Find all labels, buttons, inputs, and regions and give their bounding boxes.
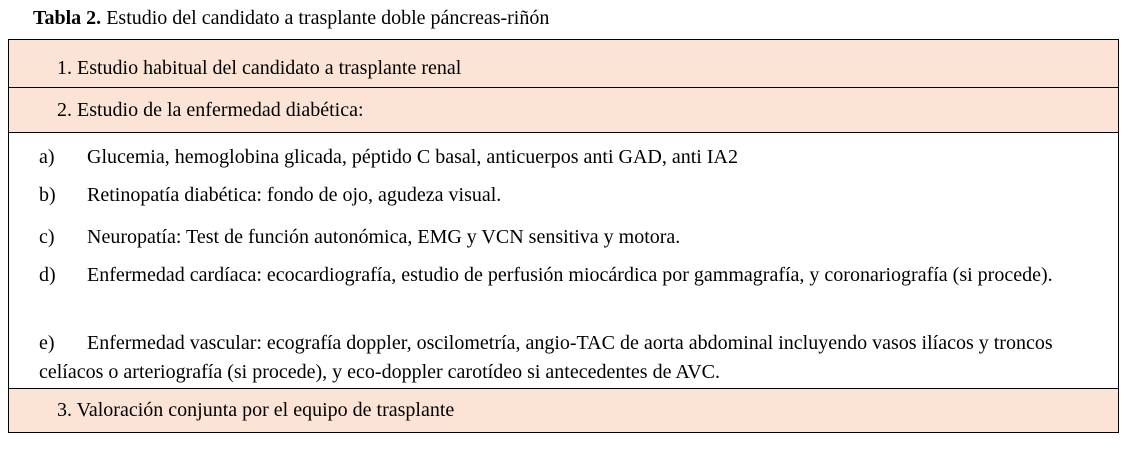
list-item-marker: d) bbox=[39, 264, 56, 286]
diabetic-study-list bbox=[9, 133, 1118, 389]
row-1-text: 1. Estudio habitual del candidato a trasplante renal bbox=[57, 57, 462, 79]
list-item bbox=[39, 329, 1118, 389]
list-item-marker: e) bbox=[39, 332, 55, 354]
list-item-text: Retinopatía diabética: fondo de ojo, agudeza visual. bbox=[87, 184, 502, 206]
list-item-text: Neuropatía: Test de función autonómica, EMG y VCN sensitiva y motora. bbox=[87, 226, 681, 248]
list-item-marker: a) bbox=[39, 146, 55, 168]
list-item-marker: b) bbox=[39, 184, 56, 206]
caption-title: Estudio del candidato a trasplante doble páncreas-riñón bbox=[106, 7, 550, 29]
list-item bbox=[39, 223, 1118, 261]
caption-label: Tabla 2. bbox=[33, 7, 102, 29]
table-row-1 bbox=[9, 40, 1118, 88]
study-table bbox=[8, 39, 1119, 433]
list-item-marker: c) bbox=[39, 226, 55, 248]
list-item-text: Enfermedad vascular: ecografía doppler, oscilometría, angio-TAC de aorta abdominal incluyendo vasos ilíacos y troncos celíacos o arteriografía (si procede), y eco-doppler carotídeo si antecedentes de AVC. bbox=[39, 332, 1053, 383]
list-item bbox=[39, 143, 1118, 181]
row-3-text: 3. Valoración conjunta por el equipo de trasplante bbox=[57, 399, 455, 421]
list-item-text: Enfermedad cardíaca: ecocardiografía, estudio de perfusión miocárdica por gammagrafía, y coronariografía (si procede). bbox=[87, 264, 1053, 286]
table-row-3 bbox=[9, 389, 1118, 432]
list-item bbox=[39, 261, 1118, 329]
row-2-text: 2. Estudio de la enfermedad diabética: bbox=[57, 99, 364, 121]
list-item bbox=[39, 181, 1118, 223]
table-caption bbox=[33, 6, 549, 30]
list-item-text: Glucemia, hemoglobina glicada, péptido C basal, anticuerpos anti GAD, anti IA2 bbox=[87, 146, 738, 168]
table-row-2 bbox=[9, 88, 1118, 133]
